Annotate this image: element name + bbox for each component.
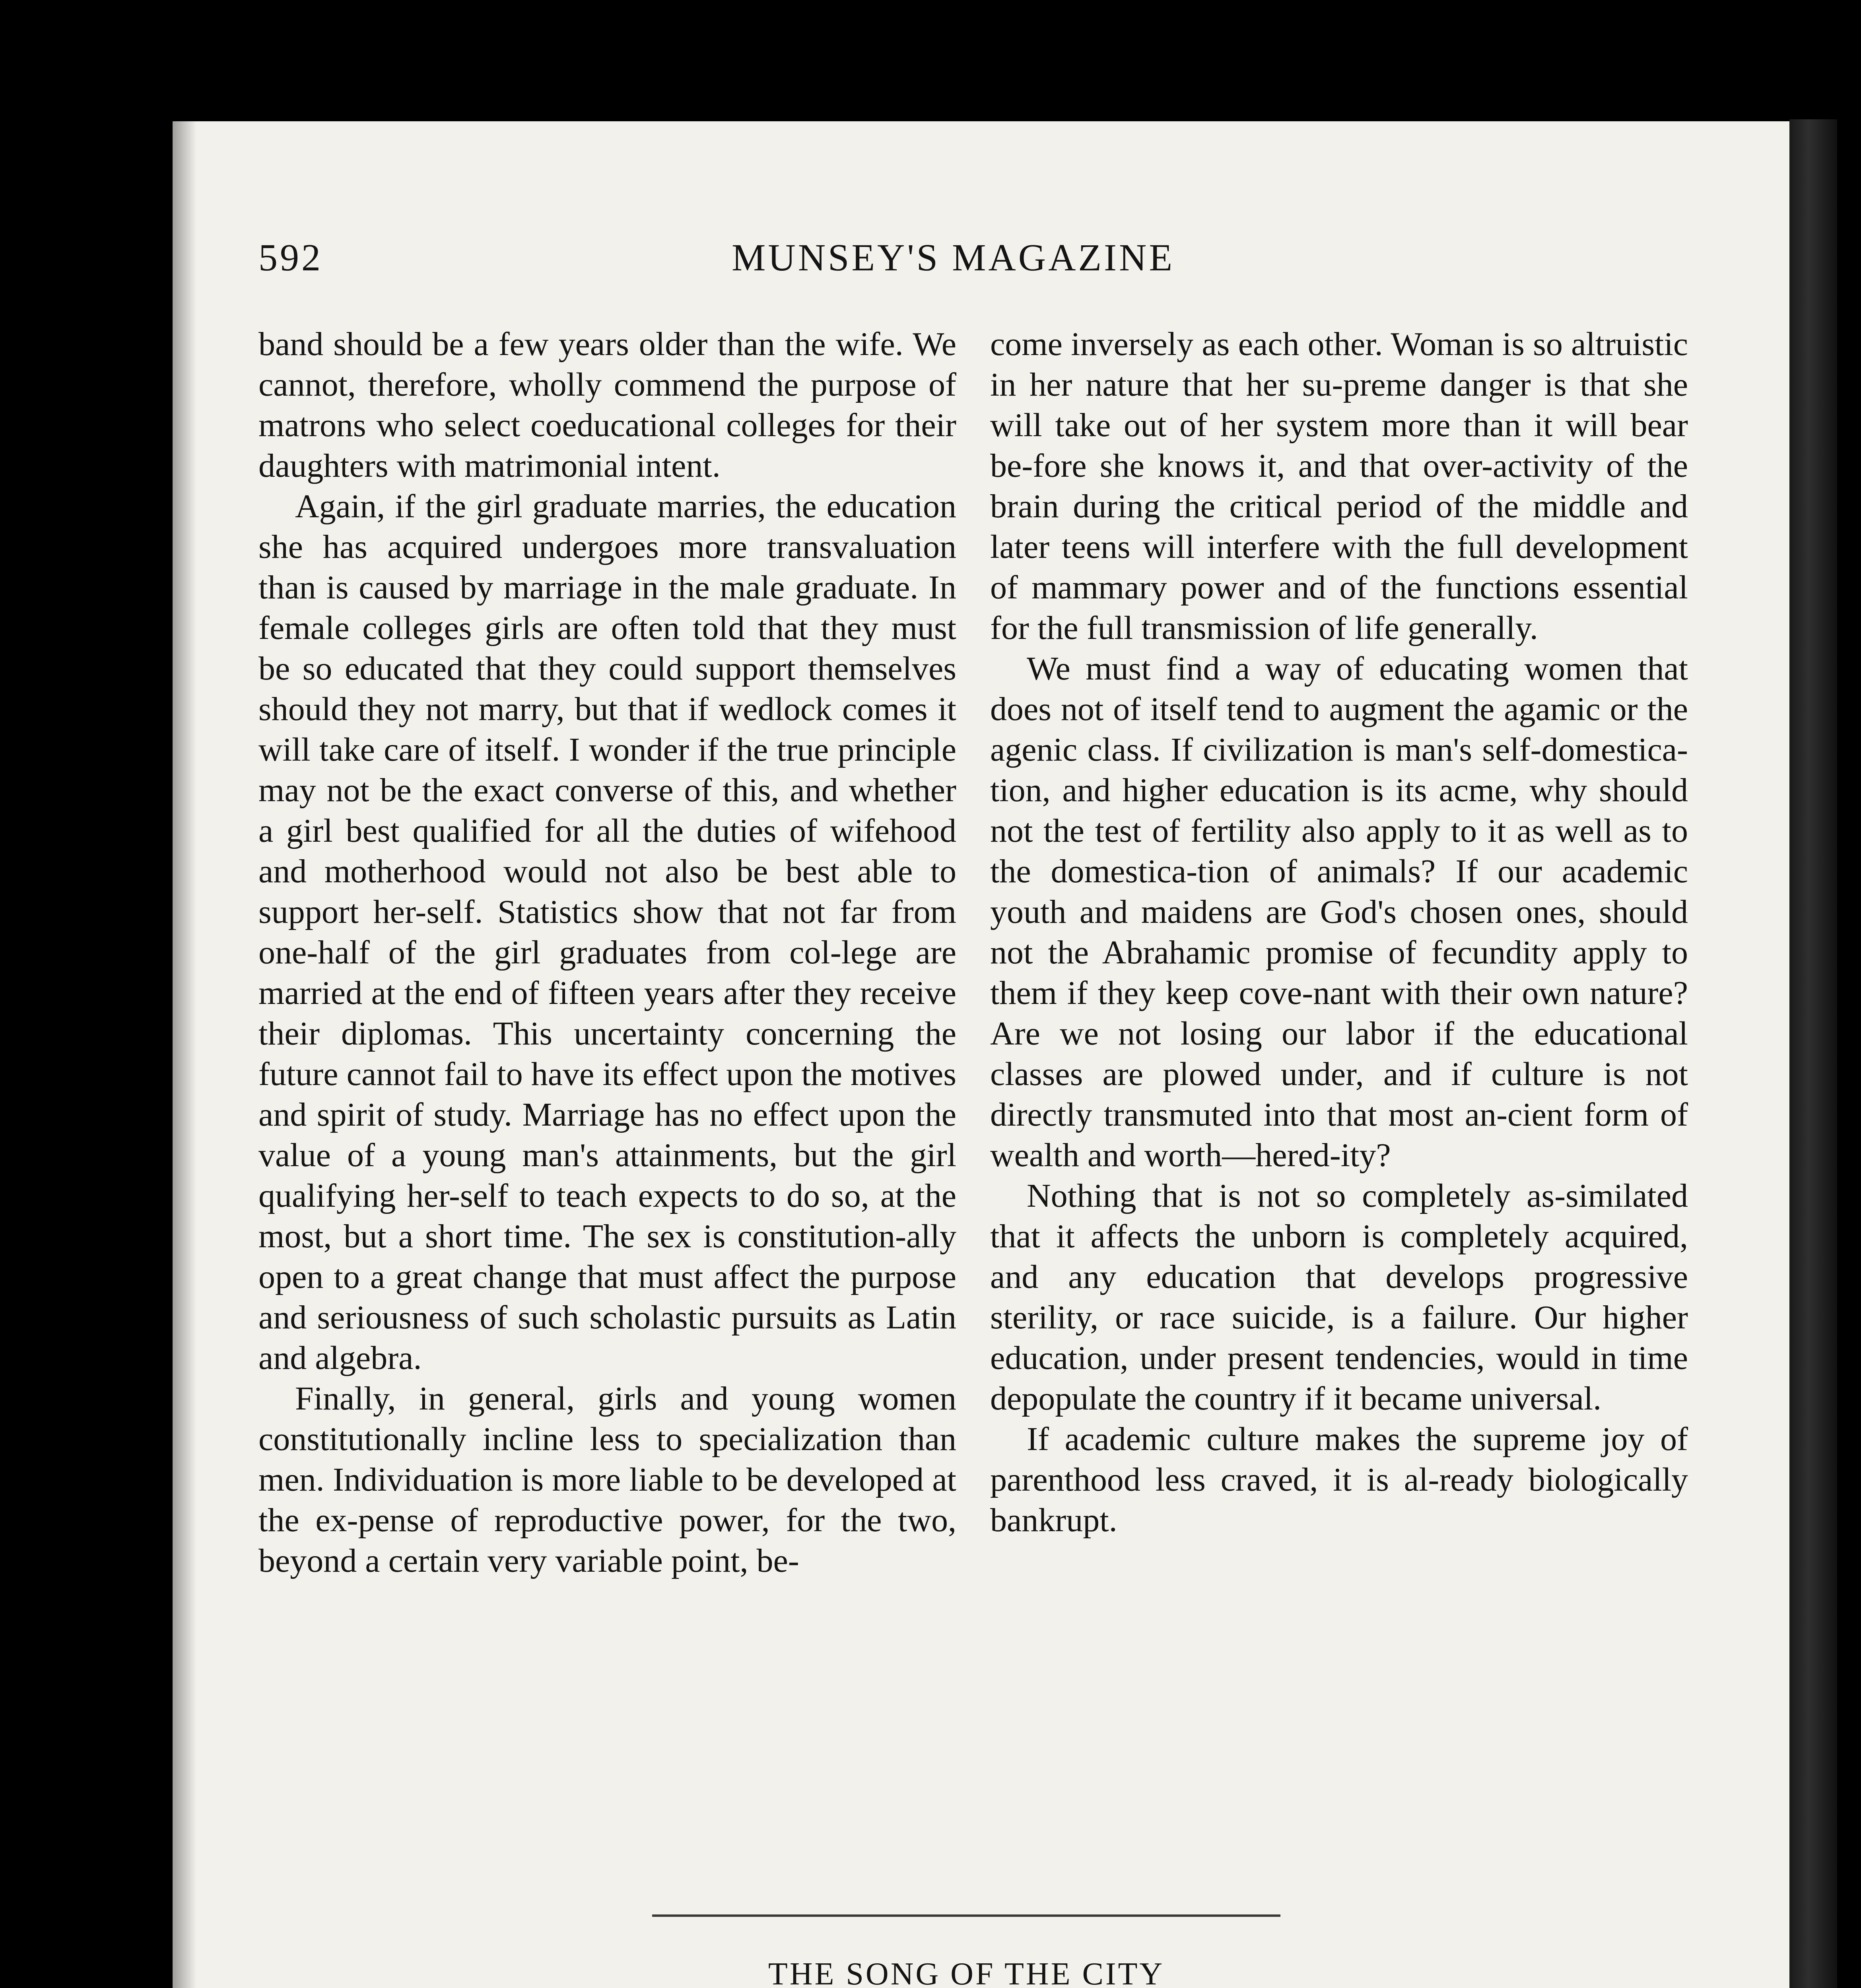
running-head: MUNSEY'S MAGAZINE: [732, 236, 1175, 279]
page-number: 592: [258, 236, 323, 279]
paragraph: If academic culture makes the supreme joy of parenthood less craved, it is al-ready biologically bankrupt.: [990, 1421, 1688, 1539]
paragraph: Nothing that is not so completely as-similated that it affects the unborn is completely acquired, and any education that develops progressive sterility, or race suicide, is a failure. Our higher education, under present tendencies, would in time depopulate the country if it became universal.: [990, 1177, 1688, 1417]
book-spine: [1789, 119, 1837, 1988]
section-divider: [652, 1914, 1280, 1917]
article-left-column: [258, 324, 956, 1581]
poem-title: THE SONG OF THE CITY: [768, 1957, 1165, 1988]
paragraph: We must find a way of educating women that does not of itself tend to augment the agamic or the agenic class. If civilization is man's self-domestica-tion, and higher education is its acme, why should not the test of fertility also apply to it as well as to the domestica-tion of animals? If our academic youth and maidens are God's chosen ones, should not the Abrahamic promise of fecundity apply to them if they keep cove-nant with their own nature? Are we not losing our labor if the educational classes are plowed under, and if culture is not directly transmuted into that most an-cient form of wealth and worth—hered-ity?: [990, 650, 1688, 1174]
paragraph: band should be a few years older than the wife. We cannot, therefore, wholly commend the purpose of matrons who select coeducational colleges for their daughters with matrimonial intent.: [258, 326, 956, 484]
page-gutter-shadow: [173, 121, 196, 1988]
paragraph: come inversely as each other. Woman is so altruistic in her nature that her su-preme danger is that she will take out of her system more than it will bear be-fore she knows it, and that over-activity of the brain during the critical period of the middle and later teens will interfere with the full development of mammary power and of the functions essential for the full transmission of life generally.: [990, 326, 1688, 646]
paragraph: Finally, in general, girls and young women constitutionally incline less to specialization than men. Individuation is more liable to be developed at the ex-pense of reproductive power, for the two, beyond a certain very variable point, be-: [258, 1380, 956, 1579]
paragraph: Again, if the girl graduate marries, the education she has acquired undergoes more transvaluation than is caused by marriage in the male graduate. In female colleges girls are often told that they must be so educated that they could support themselves should they not marry, but that if wedlock comes it will take care of itself. I wonder if the true principle may not be the exact converse of this, and whether a girl best qualified for all the duties of wifehood and motherhood would not also be best able to support her-self. Statistics show that not far from one-half of the girl graduates from col-lege are married at the end of fifteen years after they receive their diplomas. This uncertainty concerning the future cannot fail to have its effect upon the motives and spirit of study. Marriage has no effect upon the value of a young man's attainments, but the girl qualifying her-self to teach expects to do so, at the most, but a short time. The sex is constitution-ally open to a great change that must affect the purpose and seriousness of such scholastic pursuits as Latin and algebra.: [258, 488, 956, 1376]
article-right-column: [990, 324, 1688, 1541]
